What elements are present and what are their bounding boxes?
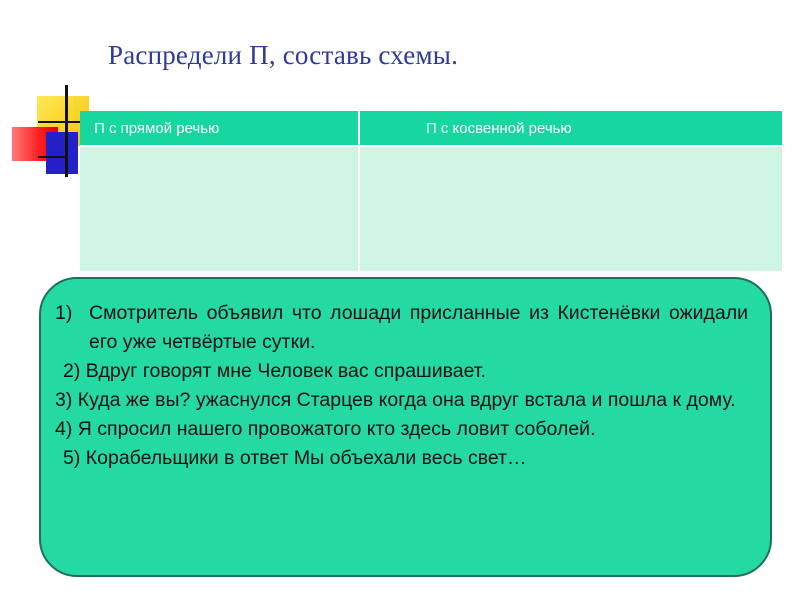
sentences-box [39,277,772,577]
table-cell-indirect-speech[interactable] [359,146,782,271]
column-header-indirect-speech: П с косвенной речью [359,111,782,146]
sentence-item [55,299,748,357]
sentence-number: 1) [55,302,73,324]
column-header-direct-speech: П с прямой речью [80,111,359,146]
sentence-text: Смотритель объявил что лошади присланные из Кистенёвки ожидали его уже четвёртые сутки. [89,302,748,353]
sentence-number: 3) [55,389,73,411]
sentence-text: Корабельщики в ответ Мы объехали весь свет… [85,447,527,469]
slide-title: Распредели П, составь схемы. [108,40,459,70]
sentence-item [55,357,748,386]
decoration-horizontal-line [38,156,68,158]
decoration-vertical-line [65,85,68,177]
sentence-number: 4) [55,418,73,440]
sentence-number: 5) [63,447,81,469]
sentence-text: Я спросил нашего провожатого кто здесь ловит соболей. [77,418,596,440]
sentence-item [55,415,748,444]
sentence-text: Вдруг говорят мне Человек вас спрашивает. [85,360,486,382]
sentence-text: Куда же вы? ужаснулся Старцев когда она вдруг встала и пошла к дому. [77,389,736,411]
classification-table [80,111,782,271]
table-cell-direct-speech[interactable] [80,146,359,271]
decoration-blue-square [46,132,78,174]
sentence-item [55,386,748,415]
table-row [80,146,782,271]
sentence-item [55,444,748,473]
table-header-row [80,111,782,146]
sentence-number: 2) [63,360,81,382]
